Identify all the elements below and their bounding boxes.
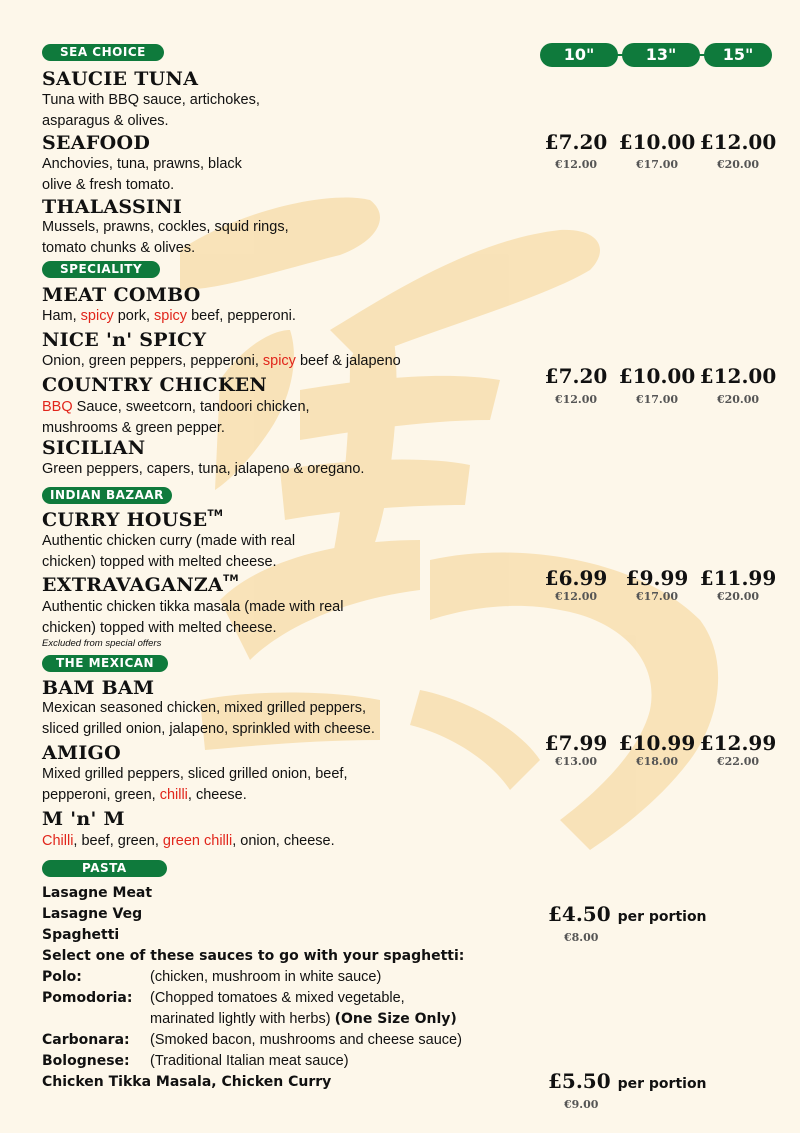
desc-line: asparagus & olives. [42, 112, 169, 129]
per-portion-label: per portion [617, 909, 707, 925]
section-badge-sea-choice: SEA CHOICE [42, 44, 164, 61]
desc-text: Onion, green peppers, pepperoni, [42, 353, 263, 369]
sauce-name-text: Polo [42, 969, 77, 985]
desc-line: mushrooms & green pepper. [42, 419, 225, 436]
desc-highlight: spicy [154, 308, 188, 324]
sauce-name-polo: Polo: [42, 969, 82, 985]
item-title-curry-house [42, 509, 223, 531]
sauce-name-text: Bolognese [42, 1053, 125, 1069]
desc-line: chicken) topped with melted cheese. [42, 553, 277, 570]
section-badge-the-mexican: THE MEXICAN [42, 655, 168, 672]
item-title-bam-bam: BAM BAM [42, 677, 155, 699]
section-badge-pasta: PASTA [42, 860, 167, 877]
item-title-amigo: AMIGO [42, 742, 121, 764]
per-portion-label: per portion [617, 1076, 707, 1092]
desc-line [42, 785, 347, 806]
item-desc-sicilian: Green peppers, capers, tuna, jalapeno & oregano. [42, 461, 365, 477]
desc-text: , onion, cheese. [232, 833, 335, 849]
item-desc-meat-combo [42, 306, 296, 327]
desc-highlight: spicy [262, 353, 296, 369]
item-desc-seafood [42, 154, 242, 195]
desc-line [42, 397, 310, 418]
pasta-item-lasagne-veg: Lasagne Veg [42, 906, 143, 922]
desc-highlight: spicy [80, 308, 114, 324]
item-title-sicilian: SICILIAN [42, 437, 146, 459]
price-speciality-13: £10.00 [618, 364, 696, 388]
desc-line: chicken) topped with melted cheese. [42, 619, 277, 636]
title-text: EXTRAVAGANZA [42, 574, 224, 596]
euro-sea-choice-15: €20.00 [716, 158, 760, 171]
price-text: £4.50 [548, 902, 611, 926]
item-desc-curry-house [42, 531, 295, 572]
price-speciality-15: £12.00 [699, 364, 777, 388]
sauce-name-pomodoria: Pomodoria: [42, 990, 133, 1006]
pasta-item-lasagne-meat: Lasagne Meat [42, 885, 153, 901]
section-badge-speciality: SPECIALITY [42, 261, 160, 278]
price-the-mexican-13: £10.99 [618, 731, 696, 755]
desc-text: beef & jalapeno [295, 353, 401, 369]
item-title-meat-combo: MEAT COMBO [42, 284, 201, 306]
euro-sea-choice-13: €17.00 [635, 158, 679, 171]
desc-highlight: Chilli [42, 833, 74, 849]
euro-sea-choice-10: €12.00 [554, 158, 598, 171]
sauce-desc-pomodoria-line2 [150, 1011, 457, 1027]
desc-highlight: green chilli [162, 833, 233, 849]
desc-line: Mixed grilled peppers, sliced grilled onion, beef, [42, 766, 348, 782]
desc-text: , beef, green, [73, 833, 163, 849]
sauce-name-text: Pomodoria [42, 990, 127, 1006]
sauce-desc-text: marinated lightly with herbs) [150, 1011, 331, 1027]
pasta-euro-2: €9.00 [564, 1098, 599, 1111]
euro-speciality-13: €17.00 [635, 393, 679, 406]
euro-the-mexican-10: €13.00 [554, 755, 598, 768]
item-title-m-n-m: M 'n' M [42, 808, 125, 830]
price-sea-choice-10: £7.20 [544, 130, 608, 154]
item-desc-bam-bam [42, 698, 375, 739]
euro-the-mexican-13: €18.00 [635, 755, 679, 768]
euro-indian-bazaar-10: €12.00 [554, 590, 598, 603]
sauce-desc-polo: (chicken, mushroom in white sauce) [150, 969, 382, 985]
desc-highlight: chilli [159, 786, 188, 803]
desc-text: , cheese. [187, 786, 247, 803]
desc-line: Authentic chicken tikka masala (made with real [42, 599, 344, 615]
sauce-name-bolognese: Bolognese: [42, 1053, 130, 1069]
sauce-name-text: Carbonara [42, 1032, 125, 1048]
euro-indian-bazaar-13: €17.00 [635, 590, 679, 603]
item-title-extravaganza [42, 574, 239, 596]
price-indian-bazaar-13: £9.99 [625, 566, 689, 590]
price-sea-choice-15: £12.00 [699, 130, 777, 154]
desc-text: beef, pepperoni. [187, 308, 296, 324]
euro-the-mexican-15: €22.00 [716, 755, 760, 768]
item-title-country-chicken: COUNTRY CHICKEN [42, 374, 268, 396]
desc-line: Mussels, prawns, cockles, squid rings, [42, 219, 289, 235]
sauce-name-carbonara: Carbonara: [42, 1032, 130, 1048]
item-desc-amigo [42, 764, 347, 805]
euro-speciality-15: €20.00 [716, 393, 760, 406]
sauce-prompt: Select one of these sauces to go with your spaghetti: [42, 948, 465, 964]
price-text: £5.50 [548, 1069, 611, 1093]
size-13-inch-header: 13" [622, 43, 700, 67]
one-size-only-note: (One Size Only) [334, 1011, 457, 1027]
desc-line: Anchovies, tuna, prawns, black [42, 156, 242, 172]
trademark-mark: TM [207, 509, 224, 519]
desc-text: pork, [113, 308, 155, 324]
price-sea-choice-13: £10.00 [618, 130, 696, 154]
desc-text: pepperoni, green, [42, 786, 160, 803]
pasta-curry-line: Chicken Tikka Masala, Chicken Curry [42, 1074, 332, 1090]
item-desc-extravaganza [42, 597, 343, 638]
desc-line: Authentic chicken curry (made with real [42, 533, 296, 549]
excluded-offers-note: Excluded from special offers [42, 638, 162, 649]
item-title-saucie-tuna: SAUCIE TUNA [42, 68, 199, 90]
sauce-desc-bolognese: (Traditional Italian meat sauce) [150, 1053, 349, 1069]
price-the-mexican-10: £7.99 [544, 731, 608, 755]
title-text: CURRY HOUSE [42, 509, 208, 531]
item-title-seafood: SEAFOOD [42, 132, 151, 154]
sauce-desc-carbonara: (Smoked bacon, mushrooms and cheese sauce) [150, 1032, 462, 1048]
pasta-price-2 [548, 1069, 707, 1093]
trademark-mark: TM [223, 574, 239, 584]
euro-speciality-10: €12.00 [554, 393, 598, 406]
euro-indian-bazaar-15: €20.00 [716, 590, 760, 603]
price-speciality-10: £7.20 [544, 364, 608, 388]
size-10-inch-header: 10" [540, 43, 618, 67]
price-the-mexican-15: £12.99 [699, 731, 777, 755]
item-title-nice-n-spicy: NICE 'n' SPICY [42, 329, 207, 351]
desc-line: sliced grilled onion, jalapeno, sprinkled with cheese. [42, 720, 375, 737]
item-desc-country-chicken [42, 397, 310, 438]
item-desc-thalassini [42, 217, 289, 258]
desc-line: Tuna with BBQ sauce, artichokes, [42, 92, 260, 108]
item-title-thalassini: THALASSINI [42, 196, 183, 218]
item-desc-m-n-m [42, 831, 335, 852]
section-badge-indian-bazaar: INDIAN BAZAAR [42, 487, 172, 504]
item-desc-saucie-tuna [42, 90, 260, 131]
item-desc-nice-n-spicy [42, 351, 401, 372]
desc-text: Sauce, sweetcorn, tandoori chicken, [72, 399, 310, 415]
pasta-price-1 [548, 902, 707, 926]
desc-line: Mexican seasoned chicken, mixed grilled peppers, [42, 700, 367, 716]
pasta-euro-1: €8.00 [564, 931, 599, 944]
sauce-desc-pomodoria: (Chopped tomatoes & mixed vegetable, [150, 990, 405, 1006]
desc-text: Ham, [42, 308, 81, 324]
price-indian-bazaar-15: £11.99 [699, 566, 777, 590]
desc-line: olive & fresh tomato. [42, 176, 175, 193]
price-indian-bazaar-10: £6.99 [544, 566, 608, 590]
desc-line: tomato chunks & olives. [42, 239, 196, 256]
size-15-inch-header: 15" [704, 43, 772, 67]
desc-highlight: BBQ [42, 399, 73, 415]
pasta-item-spaghetti: Spaghetti [42, 927, 120, 943]
